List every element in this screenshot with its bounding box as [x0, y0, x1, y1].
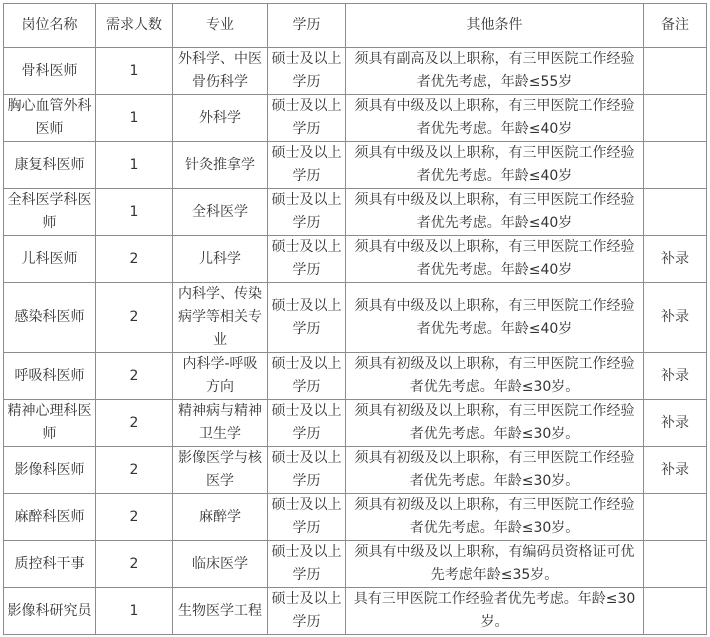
header-education: 学历 [268, 4, 346, 48]
cell-major: 精神病与精神卫生学 [173, 400, 268, 447]
cell-note [644, 142, 707, 189]
cell-position: 影像科医师 [4, 447, 96, 494]
table-row [4, 541, 707, 588]
cell-education: 硕士及以上学历 [268, 588, 346, 635]
header-row [4, 4, 707, 48]
cell-note: 补录 [644, 283, 707, 353]
table-row [4, 447, 707, 494]
cell-count: 2 [96, 400, 173, 447]
cell-note [644, 95, 707, 142]
cell-major: 外科学、中医骨伤科学 [173, 48, 268, 95]
cell-position: 全科医学科医师 [4, 189, 96, 236]
header-position: 岗位名称 [4, 4, 96, 48]
cell-position: 骨科医师 [4, 48, 96, 95]
cell-note [644, 494, 707, 541]
cell-count: 2 [96, 353, 173, 400]
cell-count: 2 [96, 541, 173, 588]
table-row [4, 353, 707, 400]
header-conditions: 其他条件 [346, 4, 644, 48]
cell-note [644, 189, 707, 236]
cell-major: 儿科学 [173, 236, 268, 283]
cell-education: 硕士及以上学历 [268, 48, 346, 95]
cell-education: 硕士及以上学历 [268, 142, 346, 189]
table-row [4, 142, 707, 189]
cell-position: 胸心血管外科医师 [4, 95, 96, 142]
cell-position: 麻醉科医师 [4, 494, 96, 541]
table-row [4, 494, 707, 541]
cell-major: 内科学、传染病学等相关专业 [173, 283, 268, 353]
cell-education: 硕士及以上学历 [268, 95, 346, 142]
cell-conditions: 须具有中级及以上职称，有三甲医院工作经验者优先考虑。年龄≤40岁 [346, 236, 644, 283]
cell-conditions: 具有三甲医院工作经验者优先考虑。年龄≤30岁。 [346, 588, 644, 635]
cell-note: 补录 [644, 236, 707, 283]
cell-note: 补录 [644, 353, 707, 400]
cell-major: 针灸推拿学 [173, 142, 268, 189]
cell-count: 2 [96, 283, 173, 353]
table-row [4, 95, 707, 142]
cell-count: 1 [96, 95, 173, 142]
cell-major: 外科学 [173, 95, 268, 142]
table-row [4, 48, 707, 95]
table-row [4, 400, 707, 447]
cell-note: 补录 [644, 400, 707, 447]
table-row [4, 588, 707, 635]
cell-conditions: 须具有中级及以上职称，有三甲医院工作经验者优先考虑。年龄≤40岁 [346, 189, 644, 236]
cell-position: 呼吸科医师 [4, 353, 96, 400]
cell-count: 2 [96, 236, 173, 283]
cell-major: 麻醉学 [173, 494, 268, 541]
cell-count: 2 [96, 494, 173, 541]
cell-conditions: 须具有初级及以上职称，有三甲医院工作经验者优先考虑。年龄≤30岁。 [346, 353, 644, 400]
cell-conditions: 须具有初级及以上职称，有三甲医院工作经验者优先考虑。年龄≤30岁。 [346, 400, 644, 447]
cell-conditions: 须具有副高及以上职称，有三甲医院工作经验者优先考虑，年龄≤55岁 [346, 48, 644, 95]
cell-major: 影像医学与核医学 [173, 447, 268, 494]
cell-conditions: 须具有中级及以上职称，有编码员资格证可优先考虑年龄≤35岁。 [346, 541, 644, 588]
header-count: 需求人数 [96, 4, 173, 48]
cell-education: 硕士及以上学历 [268, 353, 346, 400]
cell-education: 硕士及以上学历 [268, 541, 346, 588]
cell-position: 感染科医师 [4, 283, 96, 353]
cell-note [644, 48, 707, 95]
cell-note [644, 588, 707, 635]
cell-conditions: 须具有初级及以上职称，有三甲医院工作经验者优先考虑。年龄≤30岁。 [346, 447, 644, 494]
cell-position: 质控科干事 [4, 541, 96, 588]
recruitment-table [3, 3, 707, 635]
cell-education: 硕士及以上学历 [268, 447, 346, 494]
cell-note: 补录 [644, 447, 707, 494]
cell-count: 1 [96, 48, 173, 95]
cell-conditions: 须具有中级及以上职称，有三甲医院工作经验者优先考虑。年龄≤40岁 [346, 95, 644, 142]
cell-conditions: 须具有中级及以上职称，有三甲医院工作经验者优先考虑。年龄≤40岁 [346, 283, 644, 353]
cell-note [644, 541, 707, 588]
cell-position: 精神心理科医师 [4, 400, 96, 447]
cell-major: 内科学-呼吸方向 [173, 353, 268, 400]
cell-position: 儿科医师 [4, 236, 96, 283]
cell-position: 影像科研究员 [4, 588, 96, 635]
cell-count: 2 [96, 447, 173, 494]
cell-education: 硕士及以上学历 [268, 236, 346, 283]
cell-education: 硕士及以上学历 [268, 283, 346, 353]
cell-education: 硕士及以上学历 [268, 400, 346, 447]
cell-major: 临床医学 [173, 541, 268, 588]
cell-education: 硕士及以上学历 [268, 494, 346, 541]
cell-position: 康复科医师 [4, 142, 96, 189]
table-row [4, 236, 707, 283]
cell-major: 生物医学工程 [173, 588, 268, 635]
cell-education: 硕士及以上学历 [268, 189, 346, 236]
cell-count: 1 [96, 142, 173, 189]
cell-major: 全科医学 [173, 189, 268, 236]
cell-count: 1 [96, 588, 173, 635]
cell-conditions: 须具有初级及以上职称，有三甲医院工作经验者优先考虑。年龄≤30岁。 [346, 494, 644, 541]
table-row [4, 189, 707, 236]
cell-conditions: 须具有中级及以上职称，有三甲医院工作经验者优先考虑。年龄≤40岁 [346, 142, 644, 189]
header-note: 备注 [644, 4, 707, 48]
cell-count: 1 [96, 189, 173, 236]
header-major: 专业 [173, 4, 268, 48]
table-row [4, 283, 707, 353]
